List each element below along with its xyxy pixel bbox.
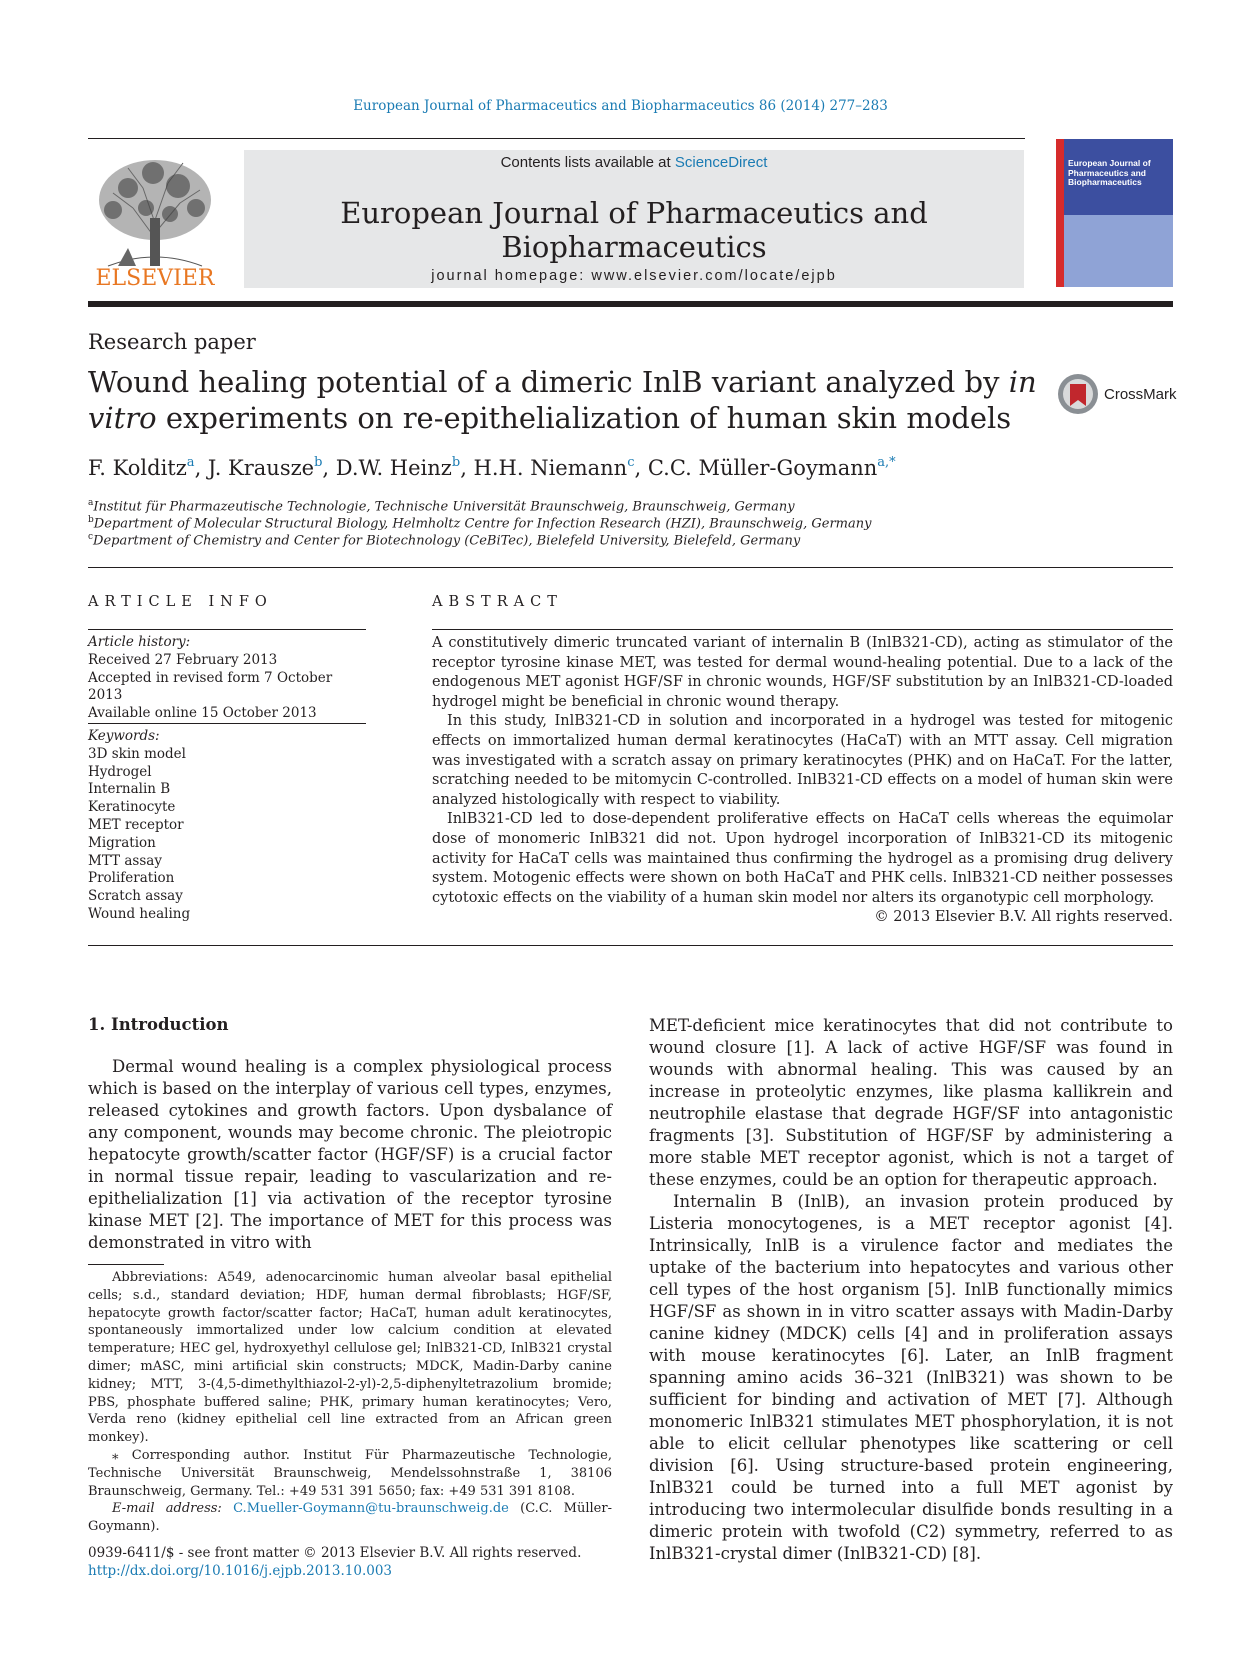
doi-link[interactable]: http://dx.doi.org/10.1016/j.ejpb.2013.10.003: [88, 1563, 393, 1579]
author-affiliation-mark[interactable]: b: [314, 455, 323, 470]
footnote-rule: [88, 1264, 164, 1265]
article-info-heading: ARTICLE INFO: [88, 594, 273, 610]
abstract-copyright: © 2013 Elsevier B.V. All rights reserved.: [874, 909, 1173, 926]
author-name[interactable]: F. Kolditz: [88, 456, 187, 480]
issn-line: 0939-6411/$ - see front matter © 2013 Elsevier B.V. All rights reserved.: [88, 1545, 582, 1561]
keywords-label: Keywords:: [88, 728, 160, 744]
journal-citation[interactable]: European Journal of Pharmaceutics and Biopharmaceutics 86 (2014) 277–283: [353, 98, 888, 114]
affiliation-text: Department of Chemistry and Center for Biotechnology (CeBiTec), Bielefeld University, Bielefeld, Germany: [93, 533, 801, 549]
article-history: [88, 634, 368, 723]
abstract-paragraph-3: InlB321-CD led to dose-dependent proliferative effects on HaCaT cells whereas the equimolar dose of monomeric InlB321 did not. Upon hydrogel incorporation of InlB321-CD its mitogenic activity for HaCaT cells was maintained thus confirming the hydrogel as a promising drug delivery system. Motogenic effects were shown on both HaCaT and PHK cells. InlB321-CD neither possesses cytotoxic effects on the viability of a human skin model nor alters its organotypic cell morphology.: [432, 811, 1173, 906]
affiliation-text: Department of Molecular Structural Biology, Helmholtz Centre for Infection Research (HZI), Braunschweig, Germany: [93, 516, 872, 532]
affiliations-rule: [88, 567, 1173, 568]
affiliation-mark: a: [88, 498, 94, 508]
email-label: E-mail address:: [112, 1501, 222, 1517]
affiliation-text: Institut für Pharmazeutische Technologie, Technische Universität Braunschweig, Braunschweig, Germany: [93, 499, 795, 515]
title-part2: experiments on re-epithelialization of human skin models: [156, 401, 1012, 435]
keywords-block: [88, 728, 368, 924]
abstract-body: [432, 634, 1173, 928]
author-affiliation-mark[interactable]: b: [451, 455, 461, 470]
history-label: Article history:: [88, 634, 191, 650]
article-title: [88, 364, 1038, 436]
affiliation-c: [88, 532, 800, 548]
contents-prefix: Contents lists available at: [500, 154, 675, 171]
history-accepted: Accepted in revised form 7 October 2013: [88, 669, 333, 704]
front-matter-info: [88, 1544, 581, 1580]
crossmark-label[interactable]: CrossMark: [1104, 386, 1177, 403]
keyword: 3D skin model: [88, 745, 186, 762]
abstract-paragraph-1: A constitutively dimeric truncated variant of internalin B (InlB321-CD), acting as stimulator of the receptor tyrosine kinase MET, was tested for dermal wound-healing potential. Due to a lack of the endogenous MET agonist HGF/SF in chronic wounds, HGF/SF substitution by an InlB321-CD-loaded hydrogel might be beneficial in chronic wound therapy.: [432, 635, 1173, 710]
journal-homepage[interactable]: journal homepage: www.elsevier.com/locate/ejpb: [431, 268, 837, 284]
keyword: Proliferation: [88, 870, 175, 887]
history-online: Available online 15 October 2013: [88, 705, 317, 722]
intro-paragraph: MET-deficient mice keratinocytes that did not contribute to wound closure [1]. A lack of active HGF/SF was found in wounds with abnormal healing. This was caused by an increase in proteolytic enzymes, like plasma kallikrein and neutrophile elastase that degrade HGF/SF into antagonistic fragments [3]. Substitution of HGF/SF by administering a more stable MET receptor agonist, which is not a target of these enzymes, could be an option for therapeutic approach.: [649, 1016, 1173, 1189]
author-name[interactable]: , J. Krausze: [194, 456, 315, 480]
keyword: Scratch assay: [88, 888, 183, 905]
email-link[interactable]: C.Mueller-Goymann@tu-braunschweig.de: [233, 1501, 509, 1517]
elsevier-wordmark: ELSEVIER: [95, 266, 215, 291]
keyword: Internalin B: [88, 781, 171, 798]
cover-stripe: [1056, 139, 1064, 287]
email-footnote: [88, 1500, 612, 1536]
author-name[interactable]: , H.H. Niemann: [460, 456, 628, 480]
footnotes: [88, 1269, 612, 1536]
affiliation-mark: c: [88, 532, 94, 542]
author-name[interactable]: , D.W. Heinz: [322, 456, 452, 480]
keyword: MET receptor: [88, 816, 184, 833]
corresponding-author-footnote: ⁎ Corresponding author. Institut Für Pharmazeutische Technologie, Technische Universität Braunschweig, Mendelssohnstraße 1, 38106 Braunschweig, Germany. Tel.: +49 531 391 5650; fax: +49 531 391 8108.: [88, 1447, 612, 1499]
history-received: Received 27 February 2013: [88, 651, 278, 668]
author-affiliation-mark[interactable]: a: [186, 455, 195, 470]
affiliation-mark: b: [88, 515, 94, 525]
crossmark-icon[interactable]: [1056, 372, 1100, 416]
contents-line: [244, 154, 1024, 171]
author-name[interactable]: , C.C. Müller-Goymann: [634, 456, 878, 480]
author-list: [88, 455, 896, 480]
keyword: Hydrogel: [88, 763, 152, 780]
keyword: Migration: [88, 834, 156, 851]
intro-paragraph: Dermal wound healing is a complex physiological process which is based on the interplay of various cell types, enzymes, released cytokines and growth factors. Upon dysbalance of any component, wounds may become chronic. The pleiotropic hepatocyte growth/scatter factor (HGF/SF) is a crucial factor in normal tissue repair, leading to vascularization and re-epithelialization [1] via activation of the receptor tyrosine kinase MET [2]. The importance of MET for this process was demonstrated in vitro with: [88, 1057, 612, 1252]
header-top-rule: [88, 138, 1025, 139]
abstract-rule: [432, 629, 1173, 630]
title-part1: Wound healing potential of a dimeric InlB variant analyzed by: [88, 365, 1009, 399]
front-matter-rule: [88, 945, 1173, 946]
intro-paragraph: Internalin B (InlB), an invasion protein produced by Listeria monocytogenes, is a MET receptor agonist [4]. Intrinsically, InlB is a virulence factor and mediates the uptake of the bacterium into hepatocytes and various other cell types of the host organism [5]. InlB functionally mimics HGF/SF as shown in in vitro scatter assays with Madin-Darby canine kidney (MDCK) cells [4] and in proliferation assays with mouse keratinocytes [6]. Later, an InlB fragment spanning amino acids 36–321 (InlB321) was shown to be sufficient for binding and activation of MET [7]. Although monomeric InlB321 stimulates MET phosphorylation, it is not able to elicit cellular phenotypes like scattering or cell division [6]. Using structure-based protein engineering, InlB321 could be turned into a full MET agonist by introducing two intermolecular disulfide bonds resulting in a dimeric protein with twofold (C2) symmetry, referred to as InlB321-crystal dimer (InlB321-CD) [8].: [649, 1192, 1173, 1563]
keyword: Keratinocyte: [88, 799, 176, 816]
author-affiliation-mark[interactable]: c: [627, 455, 635, 470]
affiliation-a: [88, 498, 795, 514]
author-affiliation-mark[interactable]: a,*: [877, 455, 896, 470]
sciencedirect-link[interactable]: ScienceDirect: [674, 154, 768, 171]
cover-title: European Journal of Pharmaceutics and Biopharmaceutics: [1068, 158, 1151, 187]
section-heading-introduction: 1. Introduction: [88, 1015, 229, 1034]
email-suffix: (C.C. Müller-Goymann).: [88, 1501, 612, 1535]
keyword: MTT assay: [88, 852, 162, 869]
keywords-rule: [88, 723, 366, 724]
abstract-heading: ABSTRACT: [432, 594, 563, 610]
journal-cover-image: [1056, 139, 1173, 287]
article-info-rule: [88, 629, 366, 630]
affiliation-b: [88, 515, 871, 531]
abbreviations-footnote: Abbreviations: A549, adenocarcinomic human alveolar basal epithelial cells; s.d., standard deviation; HDF, human dermal fibroblasts; HGF/SF, hepatocyte growth factor/scatter factor; HaCaT, human adult keratinocytes, spontaneously immortalized under low calcium condition at elevated temperature; HEC gel, hydroxyethyl cellulose gel; InlB321-CD, InlB321 crystal dimer; mASC, mini artificial skin constructs; MDCK, Madin-Darby canine kidney; MTT, 3-(4,5-dimethylthiazol-2-yl)-2,5-diphenyltetrazolium bromide; PBS, phosphate buffered saline; PHK, primary human keratinocytes; Vero, Verda reno (kidney epithelial cell line extracted from an African green monkey).: [88, 1270, 612, 1446]
intro-right-column: [649, 1015, 1173, 1565]
journal-name: European Journal of Pharmaceutics and Biopharmaceutics: [340, 196, 928, 264]
article-type: Research paper: [88, 330, 256, 354]
abstract-paragraph-2: In this study, InlB321-CD in solution and incorporated in a hydrogel was tested for mitogenic effects on immortalized human dermal keratinocytes (HaCaT) with an MTT assay. Cell migration was investigated with a scratch assay on primary keratinocytes (PHK) and on HaCaT. For the latter, scratching needed to be mitomycin C-controlled. InlB321-CD effects on a model of human skin were analyzed histologically with respect to viability.: [432, 713, 1173, 808]
keyword: Wound healing: [88, 905, 191, 922]
header-thick-rule: [88, 301, 1173, 307]
intro-left-column: [88, 1056, 612, 1254]
title-italic: in vitro: [88, 365, 1037, 435]
